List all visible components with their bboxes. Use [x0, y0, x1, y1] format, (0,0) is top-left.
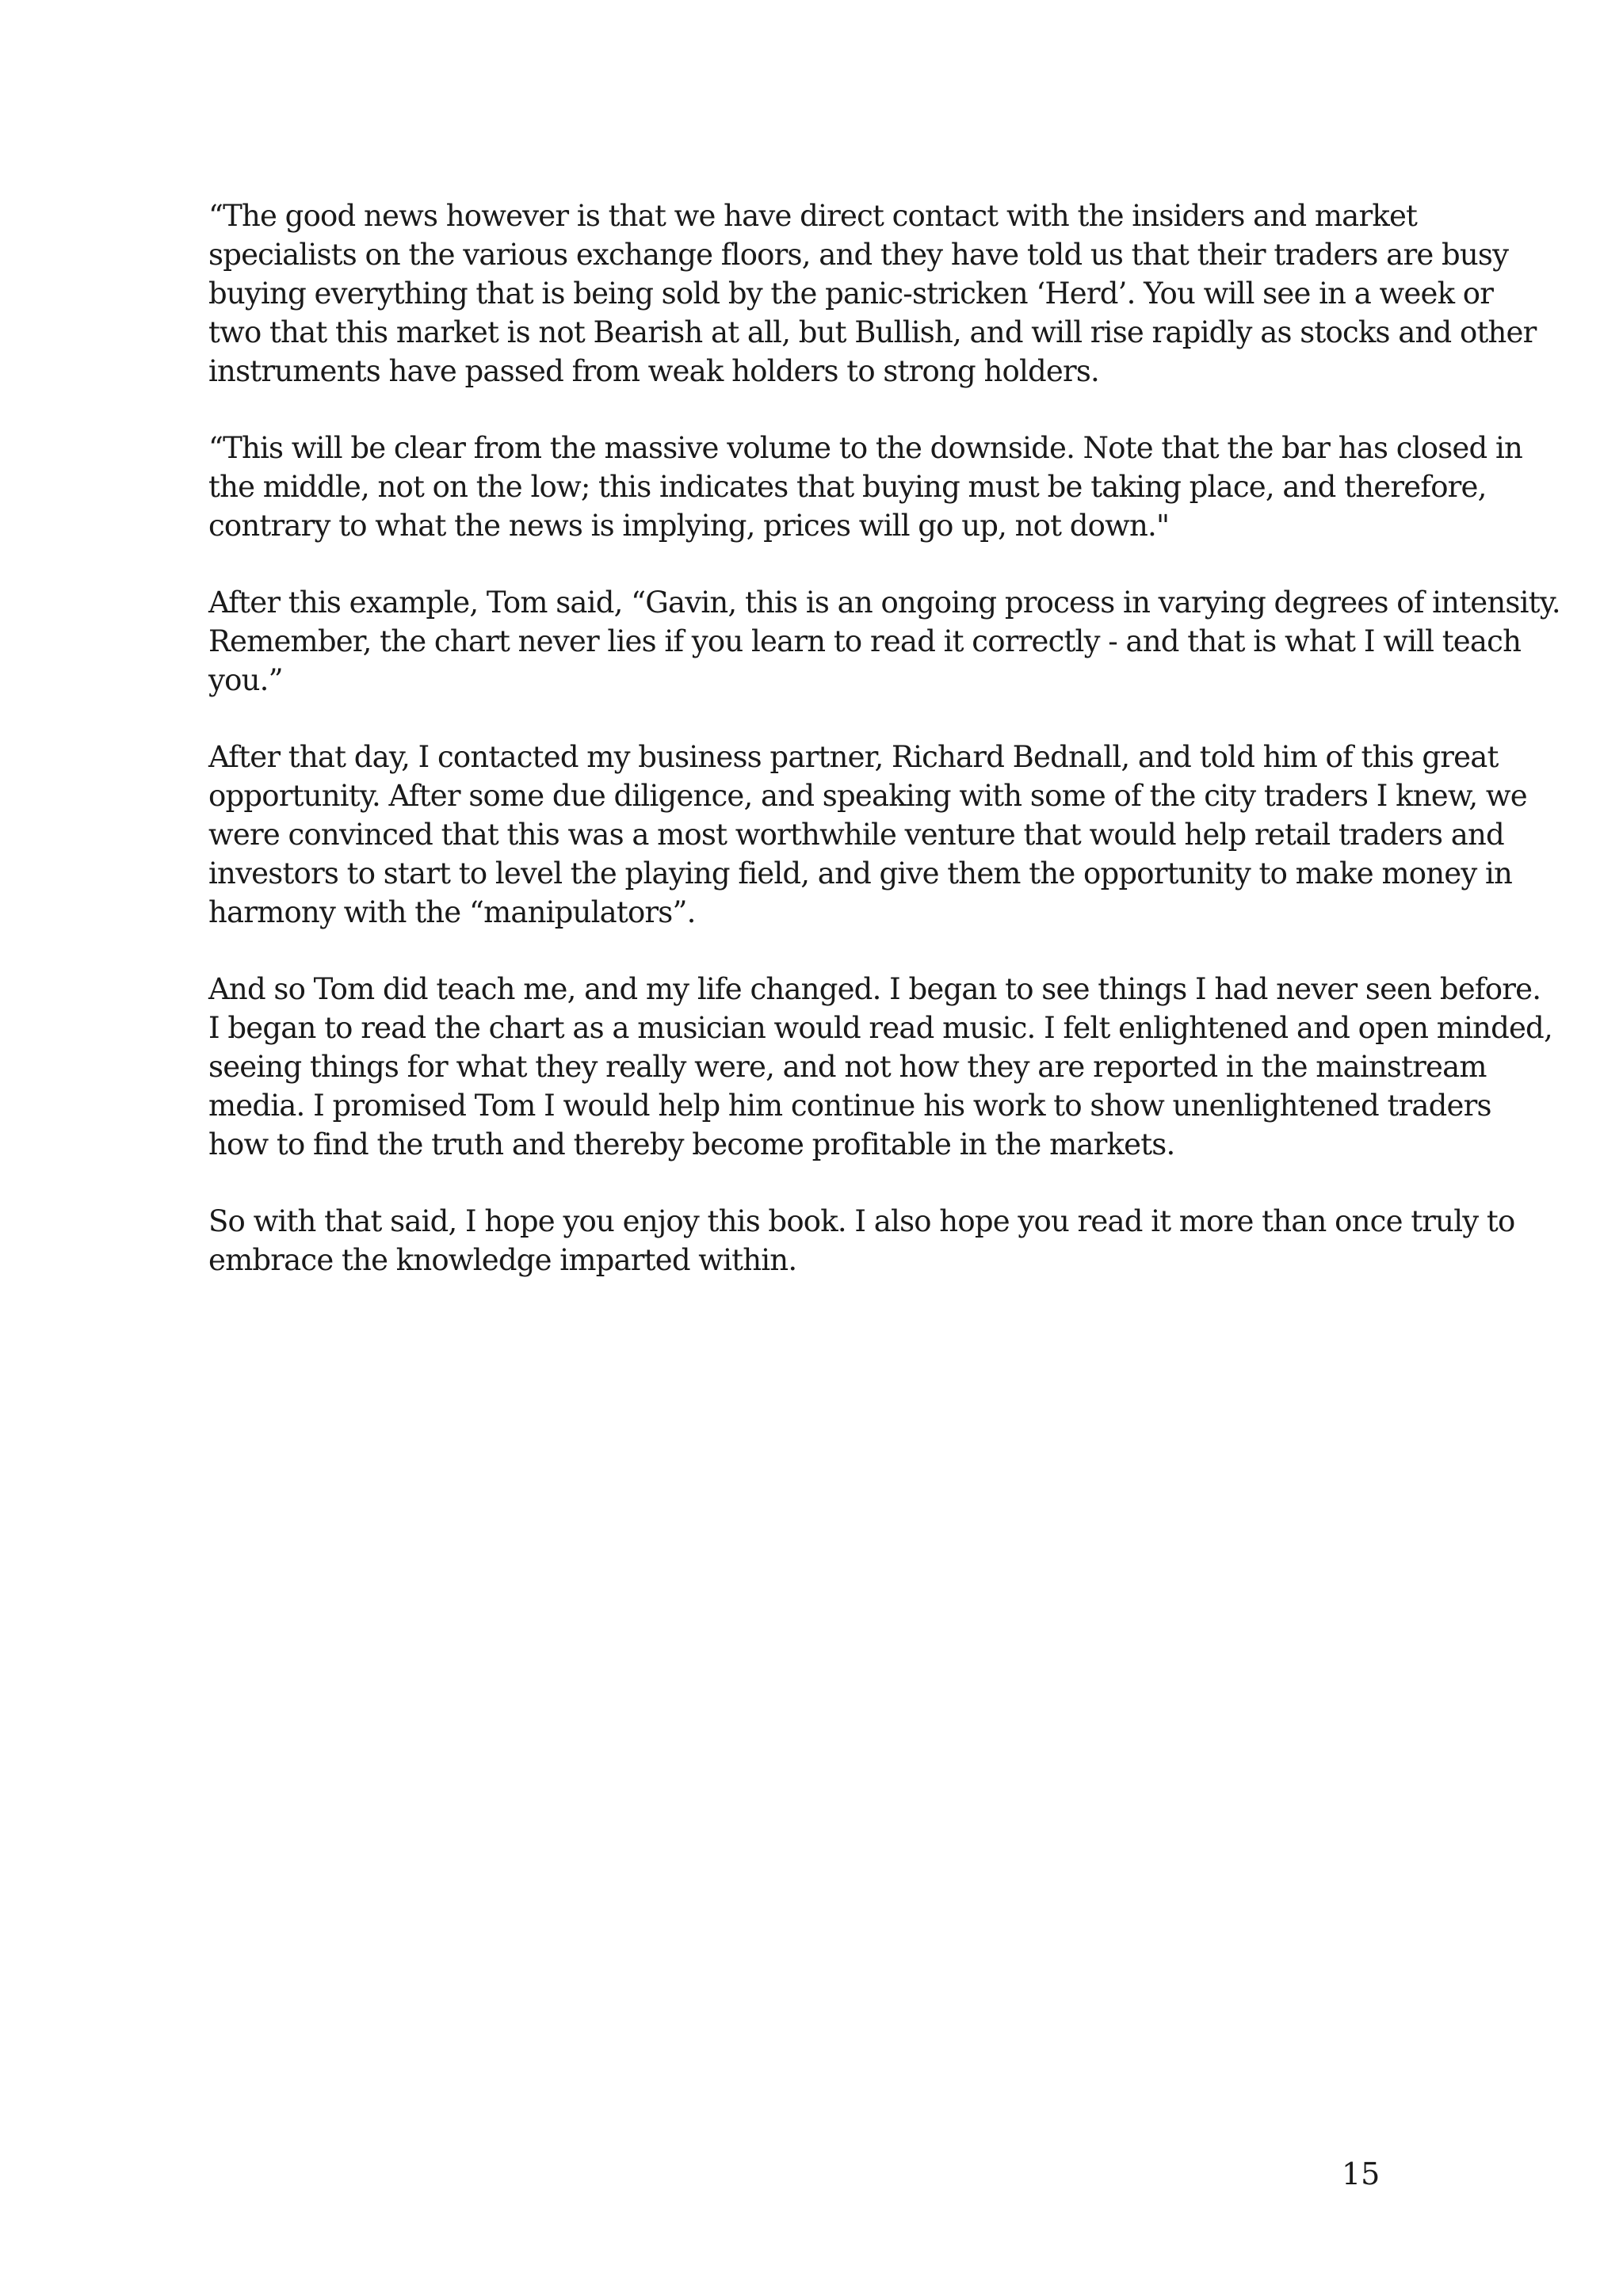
text-line: contrary to what the news is implying, prices will go up, not down." [208, 509, 1170, 543]
text-line: the middle, not on the low; this indicates that buying must be taking place, and therefore, [208, 470, 1487, 504]
text-line: I began to read the chart as a musician would read music. I felt enlightened and open minded, [208, 1011, 1552, 1045]
paragraph-4 [208, 738, 1571, 932]
text-line: instruments have passed from weak holders to strong holders. [208, 354, 1100, 388]
text-line: two that this market is not Bearish at all, but Bullish, and will rise rapidly as stocks and other [208, 315, 1537, 349]
text-line: specialists on the various exchange floors, and they have told us that their traders are busy [208, 238, 1509, 272]
text-line: So with that said, I hope you enjoy this book. I also hope you read it more than once truly to [208, 1204, 1515, 1238]
body-text [208, 196, 1571, 1318]
text-line: you.” [208, 663, 283, 697]
text-line: “This will be clear from the massive volume to the downside. Note that the bar has closed in [208, 431, 1523, 465]
text-line: buying everything that is being sold by the panic-stricken ‘Herd’. You will see in a week or [208, 277, 1494, 311]
text-line: embrace the knowledge imparted within. [208, 1243, 797, 1277]
text-line: harmony with the “manipulators”. [208, 895, 696, 929]
paragraph-6 [208, 1202, 1571, 1280]
text-line: investors to start to level the playing field, and give them the opportunity to make money in [208, 856, 1513, 891]
text-line: opportunity. After some due diligence, and speaking with some of the city traders I knew, we [208, 779, 1527, 813]
text-line: Remember, the chart never lies if you learn to read it correctly - and that is what I will teach [208, 624, 1522, 658]
text-line: And so Tom did teach me, and my life changed. I began to see things I had never seen before. [208, 972, 1541, 1006]
text-line: After that day, I contacted my business partner, Richard Bednall, and told him of this great [208, 740, 1499, 774]
paragraph-5 [208, 970, 1571, 1164]
text-line: were convinced that this was a most worthwhile venture that would help retail traders and [208, 818, 1504, 852]
text-line: After this example, Tom said, “Gavin, this is an ongoing process in varying degrees of intensity. [208, 585, 1560, 620]
text-line: media. I promised Tom I would help him continue his work to show unenlightened traders [208, 1089, 1491, 1123]
page-number: 15 [1342, 2157, 1381, 2191]
text-line: how to find the truth and thereby become profitable in the markets. [208, 1127, 1175, 1161]
paragraph-1 [208, 196, 1571, 391]
text-line: “The good news however is that we have direct contact with the insiders and market [208, 199, 1418, 233]
paragraph-2 [208, 429, 1571, 545]
text-line: seeing things for what they really were, and not how they are reported in the mainstream [208, 1050, 1487, 1084]
paragraph-3 [208, 583, 1571, 700]
